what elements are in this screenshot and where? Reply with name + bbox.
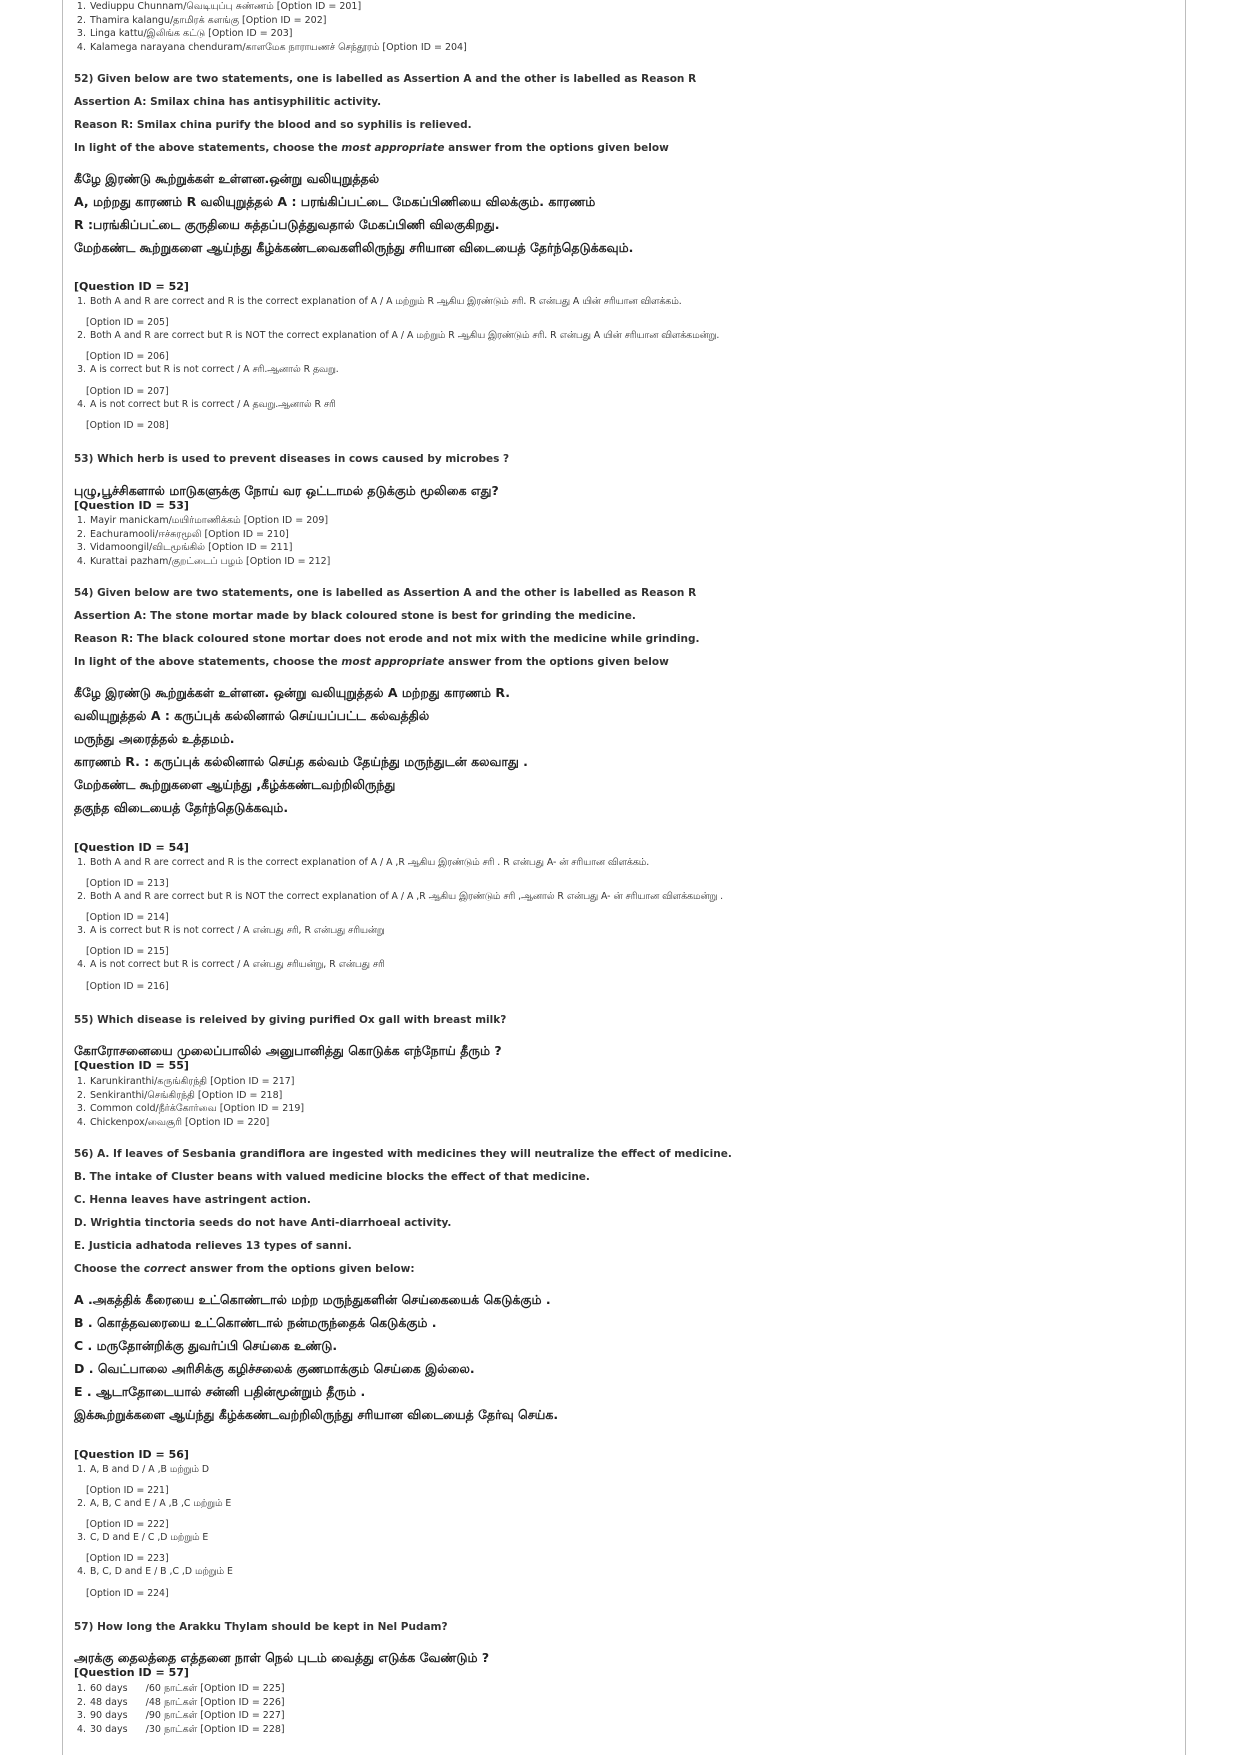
q57-title: 57) How long the Arakku Thylam should be kept in Nel Pudam? (74, 1621, 448, 1633)
q52-tamil-line: மேற்கண்ட கூற்றுகளை ஆய்ந்து கீழ்க்கண்டவைகளிலிருந்து சரியான விடையைத் தேர்ந்தெடுக்கவும். (74, 240, 634, 255)
q54-reason: Reason R: The black coloured stone mortar does not erode and not mix with the medicine while grinding. (74, 633, 700, 645)
q54-option-id: [Option ID = 214] (86, 912, 169, 923)
option-item: 2. Eachuramooli/ஈச்சுரமூலி [Option ID = 210] (76, 528, 289, 540)
q52-option-id: [Option ID = 205] (86, 317, 169, 328)
q56-option-id: [Option ID = 224] (86, 1588, 169, 1599)
option-item: 3. Vidamoongil/விடமூங்கில் [Option ID = 211] (76, 542, 293, 553)
q52-option: 2. Both A and R are correct but R is NOT the correct explanation of A / A மற்றும் R ஆகிய இரண்டும் சரி. R என்பது A யின் சரியான விளக்கமன்று. (77, 330, 720, 341)
q56-tamil-line: C . மருதோன்றிக்கு துவர்ப்பி செய்கை உண்டு. (74, 1338, 338, 1353)
q53-tamil: புழு,பூச்சிகளால் மாடுகளுக்கு நோய் வர ஒட்டாமல் தடுக்கும் மூலிகை எது? (74, 483, 499, 498)
q56-tamil-line: E . ஆடாதோடையால் சன்னி பதின்மூன்றும் தீரும் . (74, 1384, 366, 1399)
q54-option: 3. A is correct but R is not correct / A என்பது சரி, R என்பது சரியன்று (77, 925, 385, 936)
q54-question-id: [Question ID = 54] (74, 841, 189, 854)
q52-tamil-line: R :பரங்கிப்பட்டை குருதியை சுத்தப்படுத்துவதால் மேகப்பிணி விலகுகிறது. (74, 217, 500, 232)
q56-question-id: [Question ID = 56] (74, 1448, 189, 1461)
q54-tamil-line: வலியுறுத்தல் A : கருப்புக் கல்லினால் செய்யப்பட்ட கல்வத்தில் (74, 708, 430, 723)
option-item: 4. 30 days /30 நாட்கள் [Option ID = 228] (76, 1723, 285, 1735)
option-item: 3. Common cold/நீர்க்கோர்வை [Option ID = 219] (76, 1103, 305, 1114)
q56-option-id: [Option ID = 222] (86, 1519, 169, 1530)
q53-question-id: [Question ID = 53] (74, 499, 189, 512)
q55-options (74, 1075, 304, 1129)
q54-option-id: [Option ID = 215] (86, 946, 169, 957)
q53-title: 53) Which herb is used to prevent diseases in cows caused by microbes ? (74, 453, 510, 465)
option-item: 1. Vediuppu Chunnam/வெடியுப்பு சுண்ணம் [Option ID = 201] (76, 1, 362, 12)
q56-option-id: [Option ID = 221] (86, 1485, 169, 1496)
q54-tamil-line: காரணம் R. : கருப்புக் கல்லினால் செய்த கல்வம் தேய்ந்து மருந்துடன் கலவாது . (74, 754, 528, 769)
q57-options (74, 1682, 285, 1736)
option-item: 4. Kurattai pazham/குறட்டைப் பழம் [Option ID = 212] (76, 555, 331, 567)
q55-tamil: கோரோசனையை முலைப்பாலில் அனுபானித்து கொடுக்க எந்நோய் தீரும் ? (74, 1043, 502, 1058)
q54-option: 1. Both A and R are correct and R is the correct explanation of A / A ,R ஆகிய இரண்டும் சரி . R என்பது A- ன் சரியான விளக்கம். (77, 857, 650, 868)
option-item: 4. Kalamega narayana chenduram/காளமேக நாராயணச் செந்தூரம் [Option ID = 204] (76, 41, 467, 53)
q56-tamil-line: A .அகத்திக் கீரையை உட்கொண்டால் மற்ற மருந்துகளின் செய்கையைக் கெடுக்கும் . (74, 1292, 551, 1307)
q54-option-id: [Option ID = 216] (86, 981, 169, 992)
option-item: 3. Linga kattu/இலிங்க கட்டு [Option ID = 203] (76, 28, 293, 39)
q54-option: 2. Both A and R are correct but R is NOT the correct explanation of A / A ,R ஆகிய இரண்டும் சரி ,ஆனால் R என்பது A- ன் சரியான விளக்கமன்று . (77, 891, 724, 902)
q56-option: 2. A, B, C and E / A ,B ,C மற்றும் E (77, 1498, 232, 1509)
option-item: 1. Karunkiranthi/கருங்கிரந்தி [Option ID = 217] (76, 1076, 295, 1087)
q56-tamil-line: இக்கூற்றுக்களை ஆய்ந்து கீழ்க்கண்டவற்றிலிருந்து சரியான விடையைத் தேர்வு செய்க. (74, 1407, 559, 1422)
q56-tamil-line: B . கொத்தவரையை உட்கொண்டால் நன்மருந்தைக் கெடுக்கும் . (74, 1315, 437, 1330)
option-item: 2. Senkiranthi/செங்கிரந்தி [Option ID = 218] (76, 1089, 283, 1101)
q52-instruction: In light of the above statements, choose the most appropriate answer from the options given below (74, 142, 669, 154)
q57-question-id: [Question ID = 57] (74, 1666, 189, 1679)
q52-option-id: [Option ID = 207] (86, 386, 169, 397)
q56-option: 3. C, D and E / C ,D மற்றும் E (77, 1532, 209, 1543)
q54-option: 4. A is not correct but R is correct / A என்பது சரியன்று, R என்பது சரி (77, 959, 385, 970)
page-frame (62, 0, 1186, 1755)
q52-title: 52) Given below are two statements, one is labelled as Assertion A and the other is labelled as Reason R (74, 73, 697, 85)
q56-tamil-line: D . வெட்பாலை அரிசிக்கு கழிச்சலைக் குணமாக்கும் செய்கை இல்லை. (74, 1361, 475, 1376)
q55-question-id: [Question ID = 55] (74, 1059, 189, 1072)
q52-option: 3. A is correct but R is not correct / A சரி.ஆனால் R தவறு. (77, 364, 339, 375)
q56-line: E. Justicia adhatoda relieves 13 types of sanni. (74, 1240, 352, 1252)
q54-assertion: Assertion A: The stone mortar made by black coloured stone is best for grinding the medicine. (74, 610, 636, 622)
q53-options (74, 514, 330, 568)
q52-option-id: [Option ID = 206] (86, 351, 169, 362)
q54-tamil-line: கீழே இரண்டு கூற்றுக்கள் உள்ளன. ஒன்று வலியுறுத்தல் A மற்றது காரணம் R. (74, 685, 511, 700)
q56-option: 1. A, B and D / A ,B மற்றும் D (77, 1464, 210, 1475)
q56-line: B. The intake of Cluster beans with valued medicine blocks the effect of that medicine. (74, 1171, 590, 1183)
q52-option: 1. Both A and R are correct and R is the correct explanation of A / A மற்றும் R ஆகிய இரண்டும் சரி. R என்பது A யின் சரியான விளக்கம். (77, 296, 682, 307)
q52-tamil-line: A, மற்றது காரணம் R வலியுறுத்தல் A : பரங்கிப்பட்டை மேகப்பிணியை விலக்கும். காரணம் (74, 194, 596, 209)
q54-tamil-line: மருந்து அரைத்தல் உத்தமம். (74, 731, 235, 746)
q52-option: 4. A is not correct but R is correct / A தவறு.ஆனால் R சரி (77, 399, 336, 410)
q54-tamil-line: தகுந்த விடையைத் தேர்ந்தெடுக்கவும். (74, 800, 289, 815)
q54-option-id: [Option ID = 213] (86, 878, 169, 889)
q56-line: D. Wrightia tinctoria seeds do not have Anti-diarrhoeal activity. (74, 1217, 452, 1229)
q52-option-id: [Option ID = 208] (86, 420, 169, 431)
q54-instruction: In light of the above statements, choose the most appropriate answer from the options given below (74, 656, 669, 668)
option-item: 3. 90 days /90 நாட்கள் [Option ID = 227] (76, 1710, 285, 1721)
option-item: 2. Thamira kalangu/தாமிரக் களங்கு [Option ID = 202] (76, 14, 327, 26)
q51-options (74, 0, 467, 54)
q52-tamil-line: கீழே இரண்டு கூற்றுக்கள் உள்ளன.ஒன்று வலியுறுத்தல் (74, 171, 380, 186)
q56-instruction: Choose the correct answer from the options given below: (74, 1263, 415, 1275)
q55-title: 55) Which disease is releived by giving purified Ox gall with breast milk? (74, 1014, 507, 1026)
q56-option: 4. B, C, D and E / B ,C ,D மற்றும் E (77, 1566, 233, 1577)
q56-option-id: [Option ID = 223] (86, 1553, 169, 1564)
q54-title: 54) Given below are two statements, one is labelled as Assertion A and the other is labelled as Reason R (74, 587, 697, 599)
q56-line: 56) A. If leaves of Sesbania grandiflora are ingested with medicines they will neutralize the effect of medicine. (74, 1148, 732, 1160)
q54-tamil-line: மேற்கண்ட கூற்றுகளை ஆய்ந்து ,கீழ்க்கண்டவற்றிலிருந்து (74, 777, 396, 792)
q56-line: C. Henna leaves have astringent action. (74, 1194, 311, 1206)
q57-tamil: அரக்கு தைலத்தை எத்தனை நாள் நெல் புடம் வைத்து எடுக்க வேண்டும் ? (74, 1650, 490, 1665)
option-item: 1. Mayir manickam/மயிர்மாணிக்கம் [Option ID = 209] (76, 515, 329, 526)
option-item: 2. 48 days /48 நாட்கள் [Option ID = 226] (76, 1696, 285, 1708)
q52-question-id: [Question ID = 52] (74, 280, 189, 293)
option-item: 4. Chickenpox/வைசூரி [Option ID = 220] (76, 1116, 270, 1128)
q52-assertion: Assertion A: Smilax china has antisyphilitic activity. (74, 96, 382, 108)
q52-reason: Reason R: Smilax china purify the blood and so syphilis is relieved. (74, 119, 472, 131)
option-item: 1. 60 days /60 நாட்கள் [Option ID = 225] (76, 1683, 285, 1694)
